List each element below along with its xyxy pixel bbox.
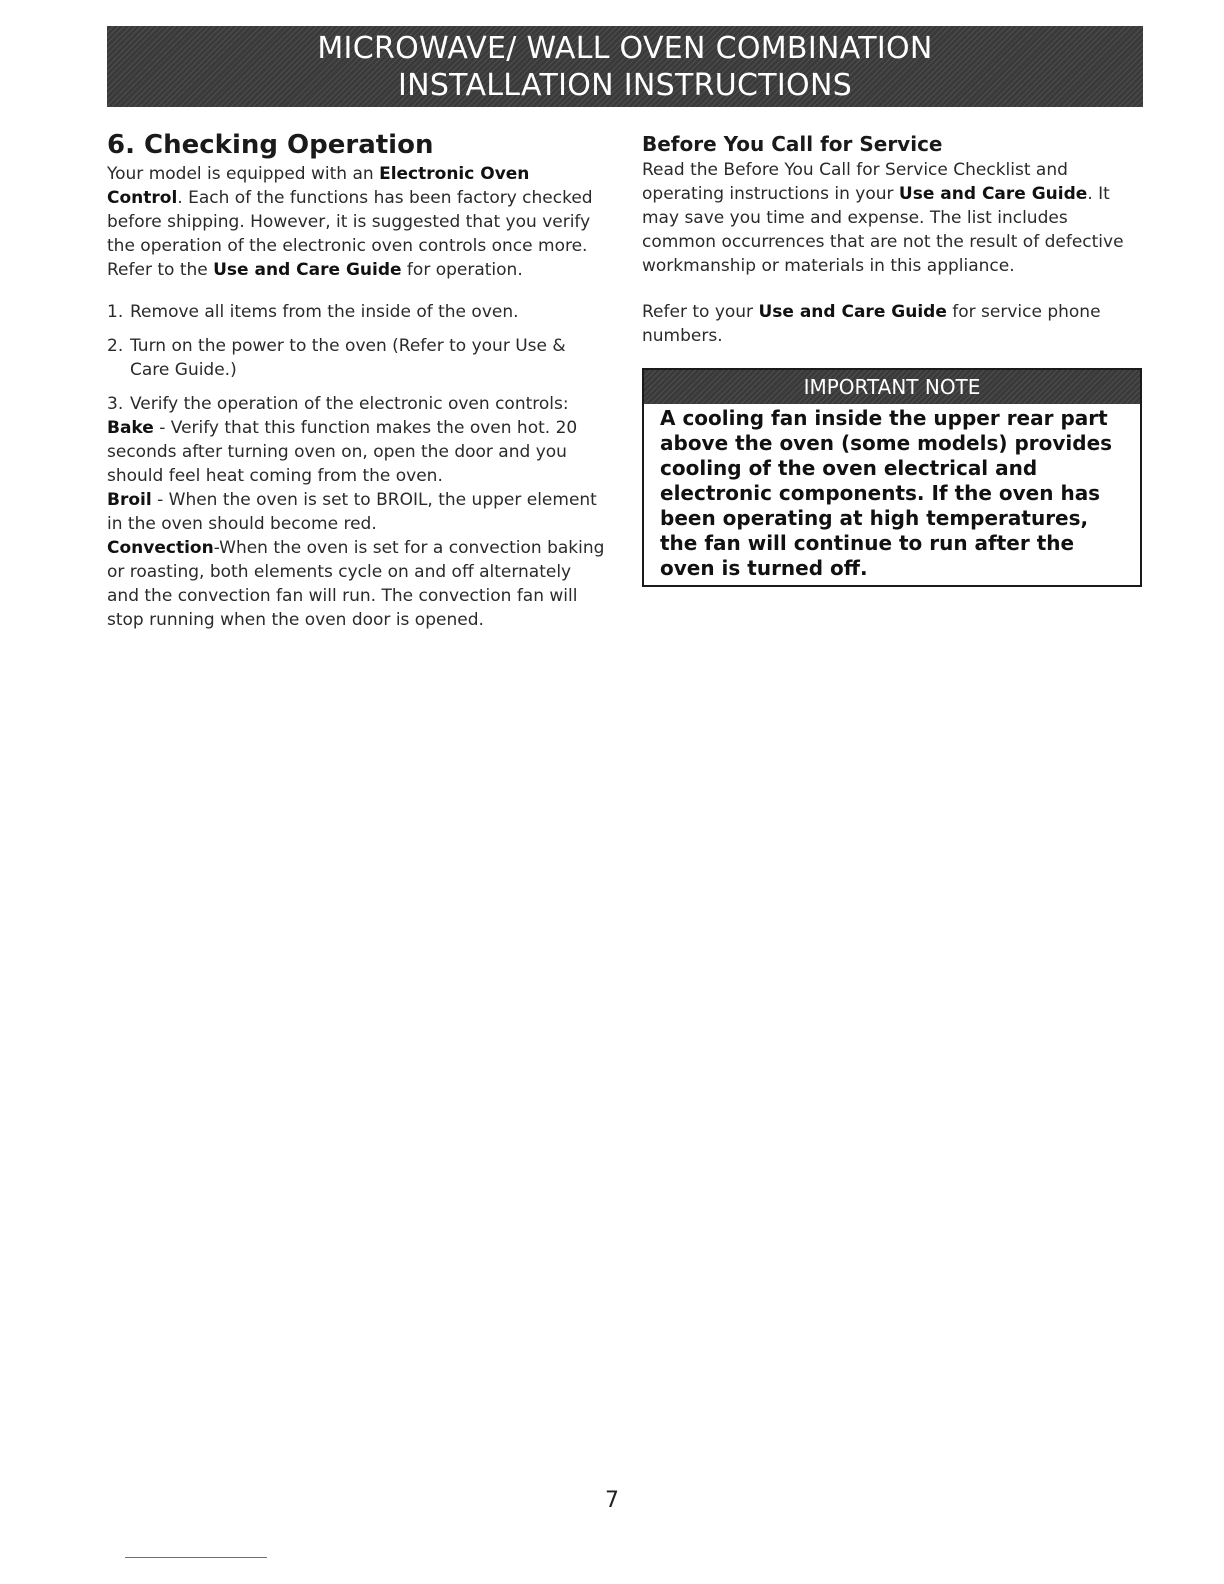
checking-steps-list [107,300,607,416]
checking-intro-paragraph: Your model is equipped with an Electronic Oven Control. Each of the functions has been factory checked before shipping. However, it is suggested that you verify the operation of the electronic oven controls once more. Refer to the Use and Care Guide for operation. [107,164,593,280]
step-item: 2. Turn on the power to the oven (Refer to your Use & Care Guide.) [107,336,566,380]
step-item: 1. Remove all items from the inside of the oven. [107,302,519,322]
service-paragraph-2: Refer to your Use and Care Guide for service phone numbers. [642,302,1101,346]
use-and-care-guide-term: Use and Care Guide [213,260,402,280]
bake-label: Bake [107,418,154,438]
footer-rule [125,1557,267,1558]
page-number: 7 [605,1488,619,1513]
use-and-care-guide-term: Use and Care Guide [898,184,1088,204]
title-banner [107,26,1143,107]
broil-description: Broil - When the oven is set to BROIL, the upper element in the oven should become red. [107,490,597,534]
checking-operation-section [107,128,607,632]
before-service-section [642,128,1144,587]
important-note-text: A cooling fan inside the upper rear part above the oven (some models) provides cooling of the oven electrical and electronic components. If the oven has been operating at high temperatures, the fan will continue to run after the oven is turned off. [660,406,1113,580]
important-note-box [642,368,1142,587]
convection-description: Convection-When the oven is set for a convection baking or roasting, both elements cycle on and off alternately and the convection fan will run. The convection fan will stop running when the oven door is opened. [107,538,605,630]
before-service-heading: Before You Call for Service [642,132,943,156]
checking-operation-heading: 6. Checking Operation [107,130,434,160]
bake-description: Bake - Verify that this function makes the oven hot. 20 seconds after turning oven on, open the door and you should feel heat coming from the oven. [107,418,578,486]
banner-title-line-1: MICROWAVE/ WALL OVEN COMBINATION [317,31,933,66]
use-and-care-guide-term: Use and Care Guide [758,302,947,322]
convection-label: Convection [107,538,214,558]
service-paragraph-1: Read the Before You Call for Service Checklist and operating instructions in your Use and Care Guide. It may save you time and expense. The list includes common occurrences that are not the result of defective workmanship or materials in this appliance. [642,160,1124,276]
banner-title-line-2: INSTALLATION INSTRUCTIONS [397,68,853,103]
broil-label: Broil [107,490,152,510]
step-item: 3. Verify the operation of the electronic oven controls: [107,394,569,414]
important-note-heading: IMPORTANT NOTE [644,370,1140,404]
electronic-oven-control-term: Electronic Oven Control [107,164,530,208]
